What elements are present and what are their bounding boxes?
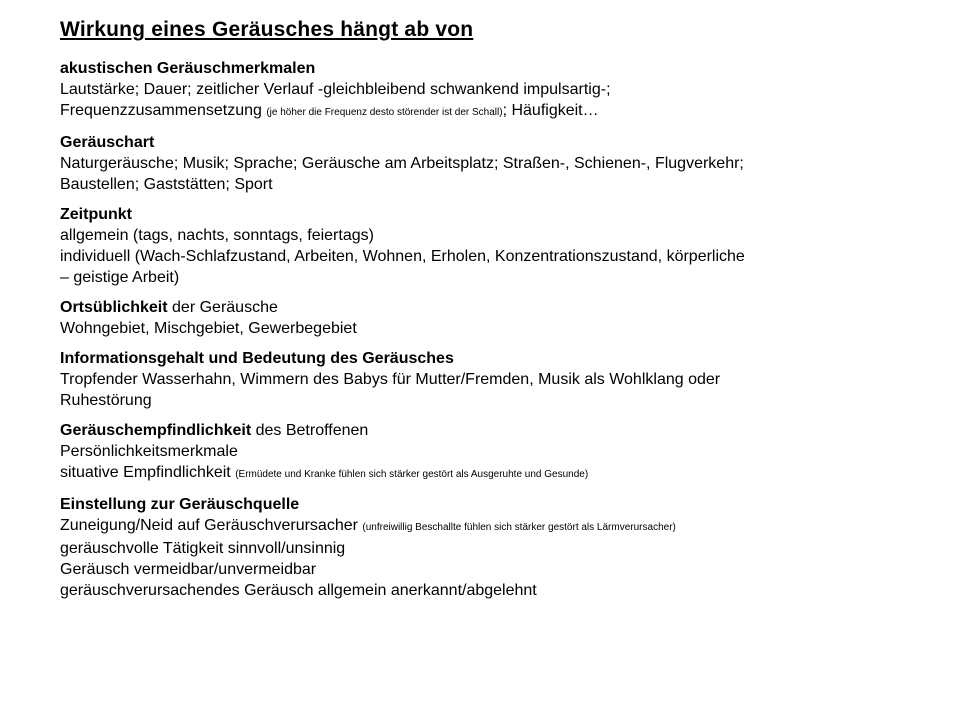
section-heading: akustischen Geräuschmerkmalen bbox=[60, 60, 316, 77]
section-heading-rest: der Geräusche bbox=[167, 299, 278, 316]
section-heading-composite bbox=[60, 420, 920, 441]
section-note: (je höher die Frequenz desto störender ist der Schall) bbox=[266, 107, 503, 118]
section-line-text: Frequenzzusammensetzung bbox=[60, 102, 267, 119]
section-line: individuell (Wach-Schlafzustand, Arbeiten, Wohnen, Erholen, Konzentrationszustand, körperliche bbox=[60, 248, 745, 265]
section-line: Naturgeräusche; Musik; Sprache; Geräusche am Arbeitsplatz; Straßen-, Schienen-, Flugverkehr; bbox=[60, 155, 744, 172]
slide-content bbox=[60, 16, 920, 610]
section-heading: Zeitpunkt bbox=[60, 206, 132, 223]
section-line: – geistige Arbeit) bbox=[60, 269, 180, 286]
section-line-composite bbox=[60, 462, 920, 485]
section-line-text: Zuneigung/Neid auf Geräuschverursacher bbox=[60, 517, 363, 534]
section-heading: Einstellung zur Geräuschquelle bbox=[60, 496, 300, 513]
section-sensitivity bbox=[60, 420, 920, 485]
section-line: Geräusch vermeidbar/unvermeidbar bbox=[60, 561, 317, 578]
section-line: Lautstärke; Dauer; zeitlicher Verlauf -gleichbleibend schwankend impulsartig-; bbox=[60, 81, 611, 98]
section-heading: Ortsüblichkeit bbox=[60, 299, 168, 316]
section-line: Baustellen; Gaststätten; Sport bbox=[60, 176, 273, 193]
section-heading: Geräuschart bbox=[60, 134, 155, 151]
section-heading-rest: des Betroffenen bbox=[251, 422, 369, 439]
section-line: Persönlichkeitsmerkmale bbox=[60, 443, 238, 460]
section-line-composite bbox=[60, 515, 920, 538]
section-line: Wohngebiet, Mischgebiet, Gewerbegebiet bbox=[60, 320, 357, 337]
section-line-text: ; Häufigkeit… bbox=[502, 102, 599, 119]
section-line: Tropfender Wasserhahn, Wimmern des Babys für Mutter/Fremden, Musik als Wohlklang oder bbox=[60, 371, 721, 388]
section-heading: Informationsgehalt und Bedeutung des Geräusches bbox=[60, 350, 454, 367]
section-line: geräuschvolle Tätigkeit sinnvoll/unsinnig bbox=[60, 540, 346, 557]
section-line-composite bbox=[60, 100, 920, 123]
section-local-customary bbox=[60, 297, 920, 339]
section-line-text: situative Empfindlichkeit bbox=[60, 464, 236, 481]
section-attitude-source bbox=[60, 494, 920, 601]
section-heading-composite bbox=[60, 297, 920, 318]
section-line: Ruhestörung bbox=[60, 392, 152, 409]
section-note: (unfreiwillig Beschallte fühlen sich stärker gestört als Lärmverursacher) bbox=[362, 522, 676, 533]
section-noise-type bbox=[60, 132, 920, 195]
section-heading: Geräuschempfindlichkeit bbox=[60, 422, 252, 439]
section-line: geräuschverursachendes Geräusch allgemein anerkannt/abgelehnt bbox=[60, 582, 537, 599]
section-note: (Ermüdete und Kranke fühlen sich stärker gestört als Ausgeruhte und Gesunde) bbox=[235, 469, 589, 480]
slide-title: Wirkung eines Geräusches hängt ab von bbox=[60, 18, 474, 41]
section-information-content bbox=[60, 348, 920, 411]
section-time bbox=[60, 204, 920, 288]
section-acoustic-features bbox=[60, 58, 920, 123]
section-line: allgemein (tags, nachts, sonntags, feiertags) bbox=[60, 227, 374, 244]
